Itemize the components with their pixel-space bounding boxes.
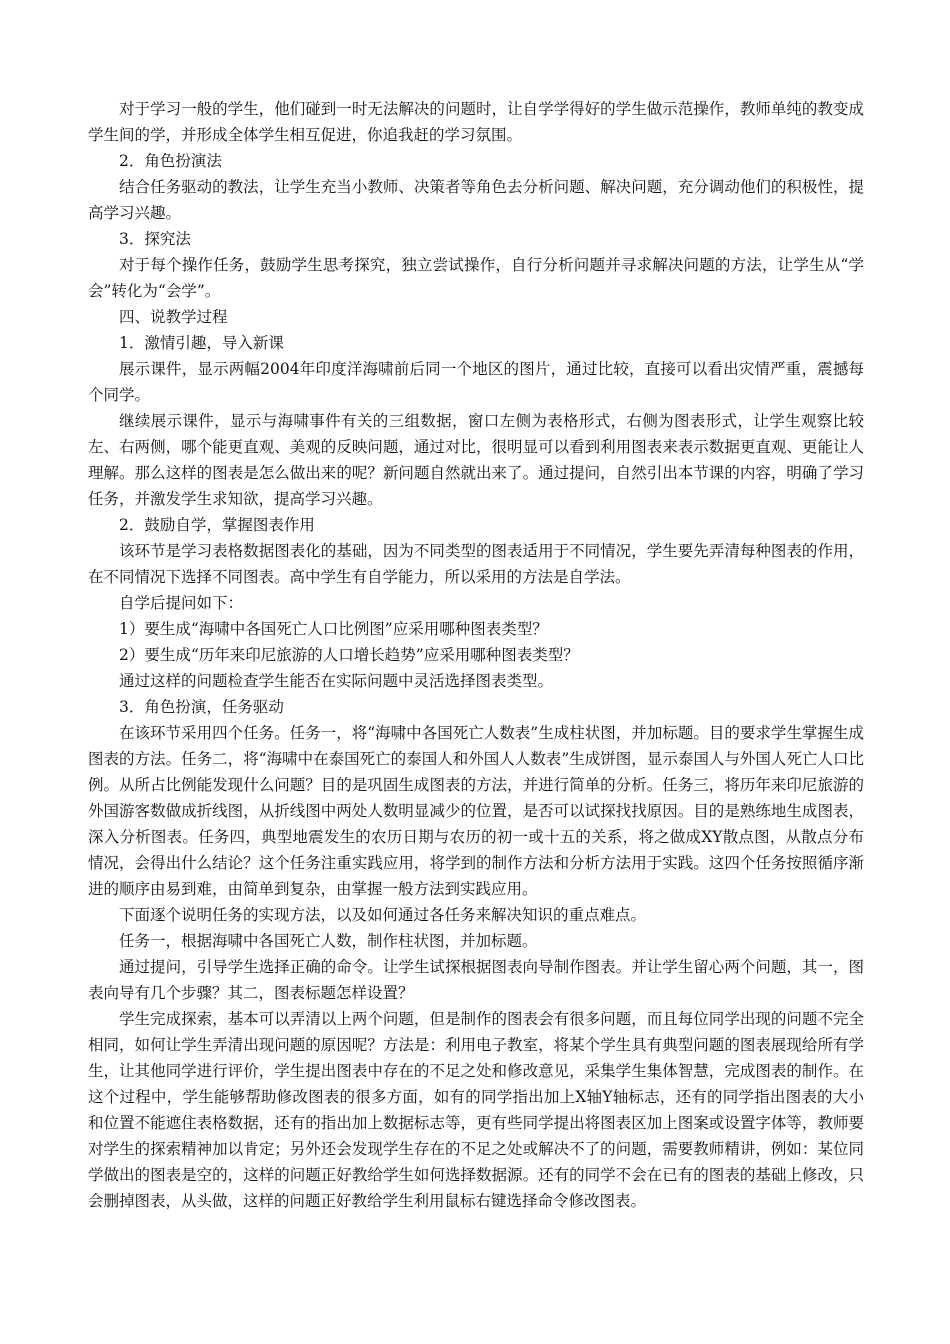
section-heading: 3．角色扮演，任务驱动 [119,698,284,716]
paragraph: 对于每个操作任务，鼓励学生思考探究，独立尝试操作，自行分析问题并寻求解决问题的方法，让学生从“学会”转化为“会学”。 [88,256,864,300]
paragraph: 该环节是学习表格数据图表化的基础，因为不同类型的图表适用于不同情况，学生要先弄清每种图表的作用，在不同情况下选择不同图表。高中学生有自学能力，所以采用的方法是自学法。 [88,542,864,586]
paragraph: 自学后提问如下： [119,594,244,612]
section-heading: 2．角色扮演法 [119,152,222,170]
paragraph: 展示课件，显示两幅2004年印度洋海啸前后同一个地区的图片，通过比较，直接可以看出灾情严重，震撼每个同学。 [88,360,864,404]
section-heading: 2．鼓励自学，掌握图表作用 [119,516,315,534]
paragraph: 在该环节采用四个任务。任务一，将“海啸中各国死亡人数表”生成柱状图，并加标题。目的要求学生掌握生成图表的方法。任务二，将“海啸中在泰国死亡的泰国人和外国人人数表”生成饼图，显示泰国人与外国人死亡人口比例。从所占比例能发现什么问题？目的是巩固生成图表的方法，并进行简单的分析。任务三，将历年来印尼旅游的外国游客数做成折线图，从折线图中两处人数明显减少的位置，是否可以试探找找原因。目的是熟练地生成图表，深入分析图表。任务四，典型地震发生的农历日期与农历的初一或十五的关系，将之做成XY散点图，从散点分布情况，会得出什么结论？这个任务注重实践应用，将学到的制作方法和分析方法用于实践。这四个任务按照循序渐进的顺序由易到难，由简单到复杂，由掌握一般方法到实践应用。 [88,724,864,898]
paragraph: 通过提问，引导学生选择正确的命令。让学生试探根据图表向导制作图表。并让学生留心两个问题，其一，图表向导有几个步骤？其二，图表标题怎样设置？ [88,958,864,1002]
paragraph: 任务一，根据海啸中各国死亡人数，制作柱状图，并加标题。 [119,932,538,950]
section-heading: 1．激情引趣，导入新课 [119,334,284,352]
paragraph: 学生完成探索，基本可以弄清以上两个问题，但是制作的图表会有很多问题，而且每位同学出现的问题不完全相同，如何让学生弄清出现问题的原因呢？方法是：利用电子教室，将某个学生具有典型问题的图表展现给所有学生，让其他同学进行评价，学生提出图表中存在的不足之处和修改意见，采集学生集体智慧，完成图表的制作。在这个过程中，学生能够帮助修改图表的很多方面，如有的同学指出加上X轴Y轴标志，还有的同学指出图表的大小和位置不能遮住表格数据，还有的指出加上数据标志等，更有些同学提出将图表区加上图案或设置字体等，教师要对学生的探索精神加以肯定；另外还会发现学生存在的不足之处或解决不了的问题，需要教师精讲，例如：某位同学做出的图表是空的，这样的问题正好教给学生如何选择数据源。还有的同学不会在已有的图表的基础上修改，只会删掉图表，从头做，这样的问题正好教给学生利用鼠标右键选择命令修改图表。 [88,1010,864,1210]
document-body [88,96,864,1214]
question-item: 1）要生成“海啸中各国死亡人口比例图”应采用哪种图表类型？ [119,620,548,638]
paragraph: 通过这样的问题检查学生能否在实际问题中灵活选择图表类型。 [119,672,554,690]
section-heading: 3．探究法 [119,230,191,248]
chapter-heading: 四、说教学过程 [119,308,228,326]
paragraph: 继续展示课件，显示与海啸事件有关的三组数据，窗口左侧为表格形式，右侧为图表形式，让学生观察比较左、右两侧，哪个能更直观、美观的反映问题，通过对比，很明显可以看到利用图表来表示数据更直观、更能让人理解。那么这样的图表是怎么做出来的呢？新问题自然就出来了。通过提问，自然引出本节课的内容，明确了学习任务，并激发学生求知欲，提高学习兴趣。 [88,412,864,508]
question-item: 2）要生成“历年来印尼旅游的人口增长趋势”应采用哪种图表类型？ [119,646,579,664]
paragraph: 结合任务驱动的教法，让学生充当小教师、决策者等角色去分析问题、解决问题，充分调动他们的积极性，提高学习兴趣。 [88,178,864,222]
paragraph: 对于学习一般的学生，他们碰到一时无法解决的问题时，让自学学得好的学生做示范操作，教师单纯的教变成学生间的学，并形成全体学生相互促进，你追我赶的学习氛围。 [88,100,864,144]
paragraph: 下面逐个说明任务的实现方法，以及如何通过各任务来解决知识的重点难点。 [119,906,647,924]
